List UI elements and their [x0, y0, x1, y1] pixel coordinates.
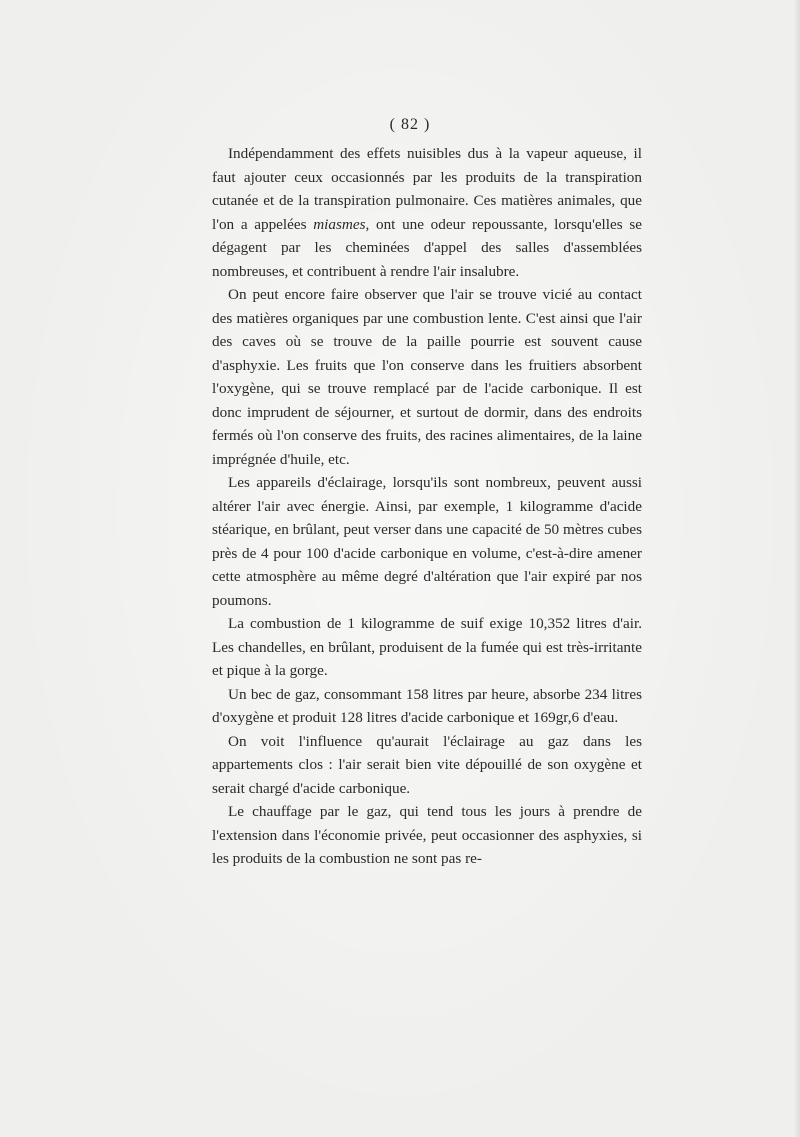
paragraph-1 [212, 142, 642, 283]
paragraph-4: La combustion de 1 kilogramme de suif exige 10,352 litres d'air. Les chandelles, en brûlant, produisent de la fumée qui est très-irritante et pique à la gorge. [212, 615, 642, 679]
body-text [212, 142, 642, 871]
paragraph-7: Le chauffage par le gaz, qui tend tous les jours à prendre de l'extension dans l'économie privée, peut occasionner des asphyxies, si les produits de la combustion ne sont pas re- [212, 803, 642, 867]
paragraph-1-text-start: Indépendamment des effets nuisibles dus à la vapeur aqueuse, il faut ajouter ceux occasionnés par les produits de la transpiration cutanée et de la transpiration pulmonaire. Ces matières animales, que l'on a appelées [212, 145, 642, 233]
paragraph-1-italic-term: miasmes [313, 215, 366, 233]
page-edge-shadow [794, 0, 800, 1137]
paragraph-1-text-end: , ont une odeur repoussante, lorsqu'elles se dégagent par les cheminées d'appel des salles d'assemblées nombreuses, et contribuent à rendre l'air insalubre. [212, 215, 642, 280]
page-number: ( 82 ) [389, 116, 431, 133]
paragraph-2: On peut encore faire observer que l'air se trouve vicié au contact des matières organiques par une combustion lente. C'est ainsi que l'air des caves où se trouve de la paille pourrie est souvent cause d'asphyxie. Les fruits que l'on conserve dans les fruitiers absorbent l'oxygène, qui se trouve remplacé par de l'acide carbonique. Il est donc imprudent de séjourner, et surtout de dormir, dans des endroits fermés où l'on conserve des fruits, des racines alimentaires, de la laine imprégnée d'huile, etc. [212, 286, 642, 468]
paragraph-3: Les appareils d'éclairage, lorsqu'ils sont nombreux, peuvent aussi altérer l'air avec énergie. Ainsi, par exemple, 1 kilogramme d'acide stéarique, en brûlant, peut verser dans une capacité de 50 mètres cubes près de 4 pour 100 d'acide carbonique en volume, c'est-à-dire amener cette atmosphère au même degré d'altération que l'air expiré par nos poumons. [212, 474, 642, 609]
paragraph-6: On voit l'influence qu'aurait l'éclairage au gaz dans les appartements clos : l'air serait bien vite dépouillé de son oxygène et serait chargé d'acide carbonique. [212, 732, 642, 797]
paragraph-5: Un bec de gaz, consommant 158 litres par heure, absorbe 234 litres d'oxygène et produit 128 litres d'acide carbonique et 169gr,6 d'eau. [212, 685, 642, 726]
